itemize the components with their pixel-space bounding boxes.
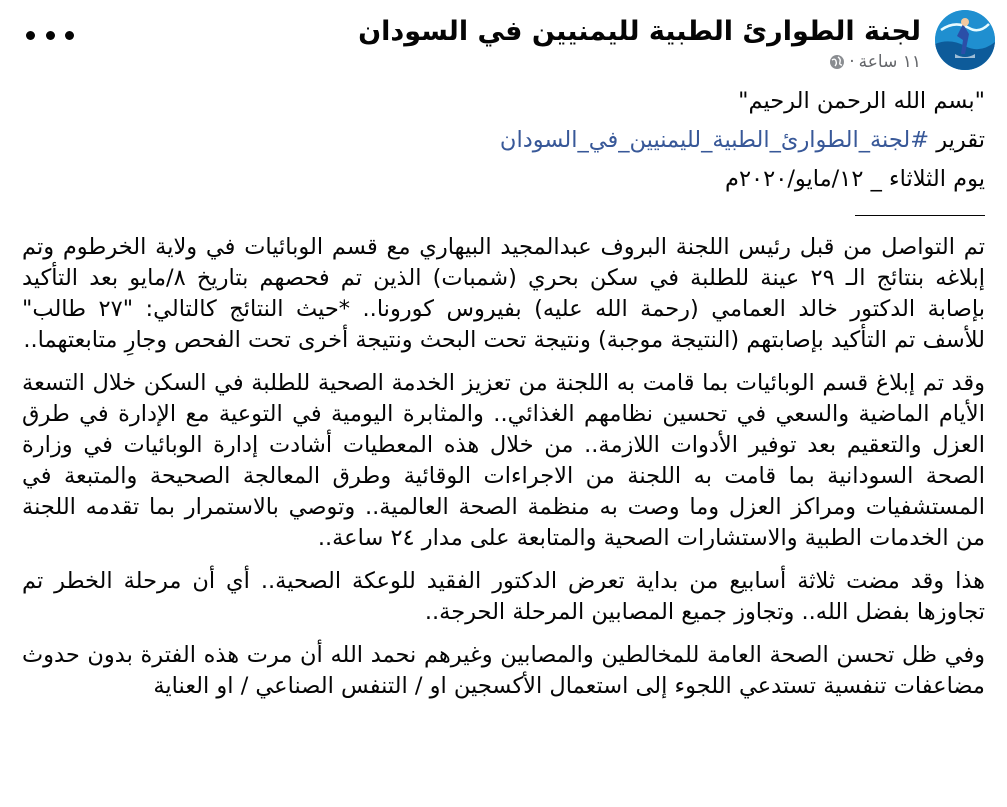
post-header xyxy=(12,8,995,72)
post-meta xyxy=(829,52,921,72)
more-options-icon xyxy=(46,31,55,40)
post-time[interactable]: ١١ ساعة xyxy=(858,52,921,72)
post-paragraph-1: تم التواصل من قبل رئيس اللجنة البروف عبدالمجيد البيهاري مع قسم الوبائيات في ولاية الخرطوم وتم إبلاغه بنتائج الـ ٢٩ عينة للطلبة في سكن بحري (شمبات) الذين تم فحصهم بتاريخ ٨/مايو بعد التأكيد بإصابة الدكتور خالد العمامي (رحمة الله عليه) بفيروس كورونا.. *حيث النتائج كالتالي: "٢٧ طالب" للأسف تم التأكيد بإصابتهم (النتيجة موجبة) ونتيجة تحت البحث ونتيجة أخرى تحت الفحص وجارِ متابعتهما.. xyxy=(22,234,985,353)
more-options-icon xyxy=(26,31,35,40)
avatar-image xyxy=(935,10,995,70)
report-line xyxy=(22,125,985,156)
page-avatar[interactable] xyxy=(935,10,995,70)
page-name-link[interactable]: لجنة الطوارئ الطبية لليمنيين في السودان xyxy=(358,16,921,47)
post-opening: "بسم الله الرحمن الرحيم" xyxy=(738,88,985,114)
post-paragraph-2: وقد تم إبلاغ قسم الوبائيات بما قامت به اللجنة من تعزيز الخدمة الصحية للطلبة في السكن خلال التسعة الأيام الماضية والسعي في تحسين نظامهم الغذائي.. والمثابرة اليومية في التوعية مع الإدارة في طرق العزل والتعقيم بعد توفير الأدوات اللازمة.. من خلال هذه المعطيات أشادت إدارة الوبائيات في وزارة الصحة السودانية بما قامت به اللجنة من الاجراءات الوقائية وطرق المعالجة الصحيحة والمتبعة في المستشفيات ومراكز العزل وما وصت به منظمة الصحة العالمية.. وتوصي بالاستمرار بما تقدمه اللجنة من الخدمات الطبية والاستشارات الصحية والمتابعة على مدار ٢٤ ساعة.. xyxy=(22,370,985,551)
meta-separator: · xyxy=(849,52,855,72)
divider-line xyxy=(855,201,985,216)
post-body xyxy=(22,82,985,714)
globe-icon xyxy=(829,54,845,70)
hashtag-link[interactable]: #لجنة_الطوارئ_الطبية_لليمنيين_في_السودان xyxy=(499,127,930,153)
more-options-button[interactable] xyxy=(26,24,74,46)
post-paragraph-3: هذا وقد مضت ثلاثة أسابيع من بداية تعرض الدكتور الفقيد للوعكة الصحية.. أي أن مرحلة الخطر تم تجاوزها بفضل الله.. وتجاوز جميع المصابين المرحلة الحرجة.. xyxy=(22,568,985,625)
post-paragraph-4: وفي ظل تحسن الصحة العامة للمخالطين والمصابين وغيرهم نحمد الله أن مرت هذه الفترة بدون حدوث مضاعفات تنفسية تستدعي اللجوء إلى استعمال الأكسجين او / التنفس الصناعي / او العناية xyxy=(22,642,985,699)
date-line: يوم الثلاثاء _ ١٢/مايو/٢٠٢٠م xyxy=(725,166,985,192)
more-options-icon xyxy=(65,31,74,40)
report-prefix: تقرير xyxy=(936,127,985,153)
